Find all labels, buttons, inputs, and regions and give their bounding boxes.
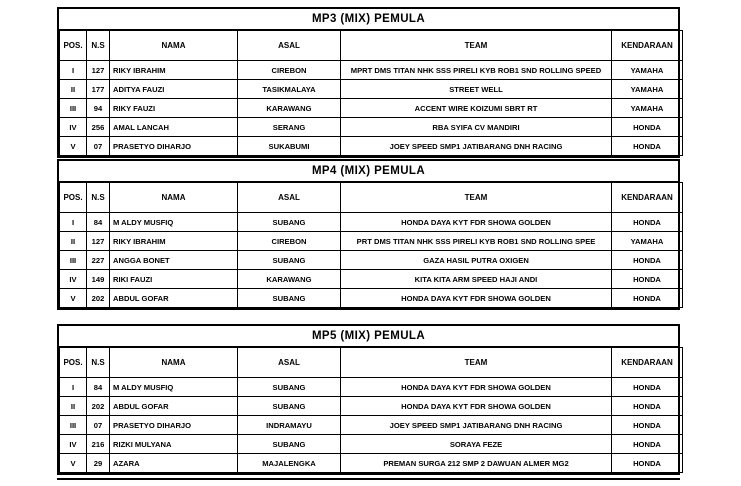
cell-team: KITA KITA ARM SPEED HAJI ANDI — [341, 270, 612, 289]
table-row — [60, 397, 683, 416]
class-section-mp4 — [57, 159, 680, 310]
cell-asal: SUBANG — [238, 378, 341, 397]
results-table — [59, 182, 683, 308]
cell-pos: II — [60, 397, 87, 416]
cell-kendaraan: HONDA — [612, 289, 683, 308]
cell-ns: 07 — [87, 416, 110, 435]
column-header-pos: POS. — [60, 183, 87, 213]
cell-nama: ADITYA FAUZI — [110, 80, 238, 99]
class-section-mp3 — [57, 7, 680, 158]
cell-kendaraan: HONDA — [612, 435, 683, 454]
cell-asal: MAJALENGKA — [238, 454, 341, 473]
cell-ns: 202 — [87, 289, 110, 308]
cell-team: HONDA DAYA KYT FDR SHOWA GOLDEN — [341, 289, 612, 308]
table-row — [60, 99, 683, 118]
cell-ns: 177 — [87, 80, 110, 99]
cell-team: STREET WELL — [341, 80, 612, 99]
table-row — [60, 378, 683, 397]
cell-kendaraan: YAMAHA — [612, 80, 683, 99]
table-row — [60, 270, 683, 289]
table-row — [60, 80, 683, 99]
column-header-ns: N.S — [87, 31, 110, 61]
table-row — [60, 118, 683, 137]
table-row — [60, 213, 683, 232]
cell-kendaraan: HONDA — [612, 137, 683, 156]
cell-nama: RIKY IBRAHIM — [110, 61, 238, 80]
cell-nama: ABDUL GOFAR — [110, 397, 238, 416]
column-header-nama: NAMA — [110, 183, 238, 213]
page-bottom-divider — [57, 478, 680, 480]
cell-team: SORAYA FEZE — [341, 435, 612, 454]
cell-team: ACCENT WIRE KOIZUMI SBRT RT — [341, 99, 612, 118]
column-header-pos: POS. — [60, 31, 87, 61]
cell-team: HONDA DAYA KYT FDR SHOWA GOLDEN — [341, 378, 612, 397]
column-header-kendaraan: KENDARAAN — [612, 31, 683, 61]
cell-ns: 07 — [87, 137, 110, 156]
cell-ns: 202 — [87, 397, 110, 416]
cell-team: GAZA HASIL PUTRA OXIGEN — [341, 251, 612, 270]
table-header-row — [60, 183, 683, 213]
cell-ns: 227 — [87, 251, 110, 270]
cell-nama: M ALDY MUSFIQ — [110, 213, 238, 232]
cell-ns: 84 — [87, 213, 110, 232]
cell-ns: 94 — [87, 99, 110, 118]
cell-kendaraan: HONDA — [612, 270, 683, 289]
cell-pos: V — [60, 454, 87, 473]
table-row — [60, 232, 683, 251]
cell-kendaraan: HONDA — [612, 454, 683, 473]
column-header-kendaraan: KENDARAAN — [612, 348, 683, 378]
table-row — [60, 251, 683, 270]
cell-pos: V — [60, 137, 87, 156]
cell-asal: CIREBON — [238, 61, 341, 80]
cell-pos: I — [60, 61, 87, 80]
cell-ns: 127 — [87, 232, 110, 251]
cell-ns: 216 — [87, 435, 110, 454]
column-header-nama: NAMA — [110, 348, 238, 378]
column-header-ns: N.S — [87, 348, 110, 378]
cell-ns: 84 — [87, 378, 110, 397]
cell-nama: AZARA — [110, 454, 238, 473]
cell-pos: III — [60, 251, 87, 270]
cell-ns: 29 — [87, 454, 110, 473]
section-title: MP4 (MIX) PEMULA — [57, 159, 680, 182]
cell-team: JOEY SPEED SMP1 JATIBARANG DNH RACING — [341, 137, 612, 156]
cell-kendaraan: YAMAHA — [612, 232, 683, 251]
column-header-ns: N.S — [87, 183, 110, 213]
cell-pos: III — [60, 99, 87, 118]
column-header-team: TEAM — [341, 183, 612, 213]
results-table-wrapper — [57, 347, 680, 475]
cell-kendaraan: HONDA — [612, 118, 683, 137]
cell-nama: M ALDY MUSFIQ — [110, 378, 238, 397]
results-table — [59, 30, 683, 156]
table-row — [60, 137, 683, 156]
cell-nama: PRASETYO DIHARJO — [110, 137, 238, 156]
cell-pos: V — [60, 289, 87, 308]
cell-nama: ABDUL GOFAR — [110, 289, 238, 308]
cell-kendaraan: HONDA — [612, 416, 683, 435]
section-title: MP5 (MIX) PEMULA — [57, 324, 680, 347]
cell-nama: PRASETYO DIHARJO — [110, 416, 238, 435]
cell-team: PRT DMS TITAN NHK SSS PIRELI KYB ROB1 SND ROLLING SPEE — [341, 232, 612, 251]
cell-ns: 127 — [87, 61, 110, 80]
cell-team: MPRT DMS TITAN NHK SSS PIRELI KYB ROB1 SND ROLLING SPEED — [341, 61, 612, 80]
cell-asal: SUKABUMI — [238, 137, 341, 156]
cell-asal: SUBANG — [238, 213, 341, 232]
cell-asal: SUBANG — [238, 397, 341, 416]
cell-ns: 149 — [87, 270, 110, 289]
cell-pos: I — [60, 213, 87, 232]
cell-kendaraan: YAMAHA — [612, 61, 683, 80]
cell-asal: SUBANG — [238, 251, 341, 270]
cell-team: JOEY SPEED SMP1 JATIBARANG DNH RACING — [341, 416, 612, 435]
column-header-asal: ASAL — [238, 31, 341, 61]
cell-team: HONDA DAYA KYT FDR SHOWA GOLDEN — [341, 213, 612, 232]
cell-nama: RIKY FAUZI — [110, 99, 238, 118]
table-row — [60, 289, 683, 308]
table-header-row — [60, 31, 683, 61]
cell-nama: RIZKI MULYANA — [110, 435, 238, 454]
column-header-pos: POS. — [60, 348, 87, 378]
cell-kendaraan: HONDA — [612, 378, 683, 397]
cell-nama: ANGGA BONET — [110, 251, 238, 270]
cell-pos: II — [60, 80, 87, 99]
column-header-team: TEAM — [341, 31, 612, 61]
table-row — [60, 61, 683, 80]
column-header-nama: NAMA — [110, 31, 238, 61]
table-row — [60, 435, 683, 454]
cell-ns: 256 — [87, 118, 110, 137]
cell-asal: KARAWANG — [238, 99, 341, 118]
cell-asal: TASIKMALAYA — [238, 80, 341, 99]
section-title: MP3 (MIX) PEMULA — [57, 7, 680, 30]
cell-asal: SUBANG — [238, 289, 341, 308]
table-row — [60, 416, 683, 435]
cell-asal: CIREBON — [238, 232, 341, 251]
cell-asal: INDRAMAYU — [238, 416, 341, 435]
column-header-team: TEAM — [341, 348, 612, 378]
cell-pos: IV — [60, 270, 87, 289]
cell-asal: KARAWANG — [238, 270, 341, 289]
table-row — [60, 454, 683, 473]
column-header-asal: ASAL — [238, 348, 341, 378]
column-header-kendaraan: KENDARAAN — [612, 183, 683, 213]
cell-pos: III — [60, 416, 87, 435]
cell-team: HONDA DAYA KYT FDR SHOWA GOLDEN — [341, 397, 612, 416]
results-table-wrapper — [57, 182, 680, 310]
cell-kendaraan: YAMAHA — [612, 99, 683, 118]
cell-pos: IV — [60, 118, 87, 137]
cell-nama: RIKI FAUZI — [110, 270, 238, 289]
cell-nama: RIKY IBRAHIM — [110, 232, 238, 251]
results-table-wrapper — [57, 30, 680, 158]
class-section-mp5 — [57, 324, 680, 475]
cell-kendaraan: HONDA — [612, 213, 683, 232]
cell-asal: SUBANG — [238, 435, 341, 454]
cell-asal: SERANG — [238, 118, 341, 137]
cell-team: RBA SYIFA CV MANDIRI — [341, 118, 612, 137]
cell-pos: I — [60, 378, 87, 397]
cell-team: PREMAN SURGA 212 SMP 2 DAWUAN ALMER MG2 — [341, 454, 612, 473]
cell-pos: II — [60, 232, 87, 251]
cell-nama: AMAL LANCAH — [110, 118, 238, 137]
results-table — [59, 347, 683, 473]
cell-kendaraan: HONDA — [612, 251, 683, 270]
table-header-row — [60, 348, 683, 378]
cell-pos: IV — [60, 435, 87, 454]
cell-kendaraan: HONDA — [612, 397, 683, 416]
column-header-asal: ASAL — [238, 183, 341, 213]
